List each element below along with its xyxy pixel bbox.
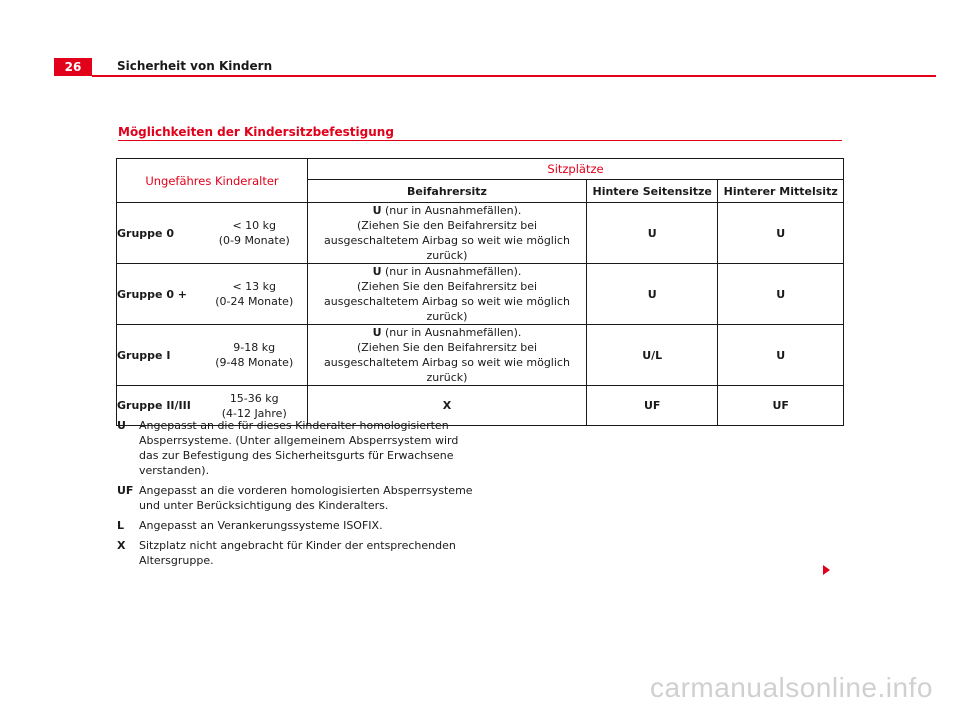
legend-code: U <box>117 419 126 432</box>
legend <box>117 418 477 573</box>
legend-item <box>117 418 477 478</box>
rear-side-value: UF <box>587 386 718 426</box>
child-seat-table <box>116 158 844 426</box>
weight: 15-36 kg <box>229 391 279 405</box>
rear-side-value: U <box>587 203 718 264</box>
table-row <box>117 203 844 264</box>
weight-age-cell <box>201 203 307 264</box>
front-passenger-header: Beifahrersitz <box>308 180 587 203</box>
table-row <box>117 325 844 386</box>
rear-center-header: Hinterer Mittelsitz <box>718 180 844 203</box>
legend-item <box>117 483 477 513</box>
rear-center-value: U <box>718 325 844 386</box>
front-passenger-cell <box>308 325 587 386</box>
weight-age-cell <box>201 325 307 386</box>
age: (0-24 Monate) <box>215 295 294 308</box>
seats-column-header: Sitzplätze <box>308 159 844 180</box>
front-passenger-cell: X <box>308 386 587 426</box>
chapter-title: Sicherheit von Kindern <box>117 59 273 73</box>
rear-center-value: U <box>718 264 844 325</box>
rear-center-value: UF <box>718 386 844 426</box>
legend-code: UF <box>117 484 134 497</box>
legend-code: L <box>117 519 125 532</box>
legend-text: Sitzplatz nicht angebracht für Kinder der entsprechenden Altersgruppe. <box>139 539 456 567</box>
front-passenger-cell <box>308 203 587 264</box>
front-note: (Ziehen Sie den Beifahrersitz bei ausgeschaltetem Airbag so weit wie möglich zurück) <box>324 280 570 323</box>
age: (4-12 Jahre) <box>221 406 287 420</box>
legend-item <box>117 538 477 568</box>
front-code: U <box>372 204 382 217</box>
group-name: Gruppe II/III <box>117 386 202 426</box>
header-rule <box>92 75 936 77</box>
weight: < 13 kg <box>232 280 276 293</box>
front-text: (nur in Ausnahmefällen). <box>381 326 522 339</box>
rear-side-value: U/L <box>587 325 718 386</box>
weight: < 10 kg <box>232 219 276 232</box>
group-name: Gruppe I <box>117 325 202 386</box>
rear-side-header: Hintere Seitensitze <box>587 180 718 203</box>
front-text: (nur in Ausnahmefällen). <box>381 204 522 217</box>
legend-code: X <box>117 539 126 552</box>
group-name: Gruppe 0 + <box>117 264 202 325</box>
legend-item <box>117 518 477 533</box>
continue-arrow-icon <box>823 565 830 575</box>
weight-age-cell <box>201 264 307 325</box>
watermark: carmanualsonline.info <box>650 672 933 703</box>
front-text: (nur in Ausnahmefällen). <box>381 265 522 278</box>
age-column-header: Ungefähres Kinderalter <box>117 159 308 203</box>
weight: 9-18 kg <box>233 341 276 354</box>
front-note: (Ziehen Sie den Beifahrersitz bei ausgeschaltetem Airbag so weit wie möglich zurück) <box>324 219 570 262</box>
section-rule <box>118 140 842 141</box>
age: (9-48 Monate) <box>215 356 294 369</box>
rear-side-value: U <box>587 264 718 325</box>
legend-text: Angepasst an die vorderen homologisierten Absperrsysteme und unter Berücksichtigung des Kinderalters. <box>139 484 473 512</box>
section-title: Möglichkeiten der Kindersitzbefestigung <box>118 125 394 139</box>
front-note: (Ziehen Sie den Beifahrersitz bei ausgeschaltetem Airbag so weit wie möglich zurück) <box>324 341 570 384</box>
legend-text: Angepasst an die für dieses Kinderalter homologisierten Absperrsysteme. (Unter allgemeinem Absperrsystem wird das zur Befestigung des Sicherheitsgurts für Erwachsene verstanden). <box>139 419 459 477</box>
rear-center-value: U <box>718 203 844 264</box>
front-passenger-cell <box>308 264 587 325</box>
front-code: U <box>372 326 382 339</box>
group-name: Gruppe 0 <box>117 203 202 264</box>
front-code: U <box>372 265 382 278</box>
age: (0-9 Monate) <box>218 234 290 247</box>
table-row <box>117 264 844 325</box>
legend-text: Angepasst an Verankerungssysteme ISOFIX. <box>139 519 383 532</box>
page-number: 26 <box>54 58 92 76</box>
